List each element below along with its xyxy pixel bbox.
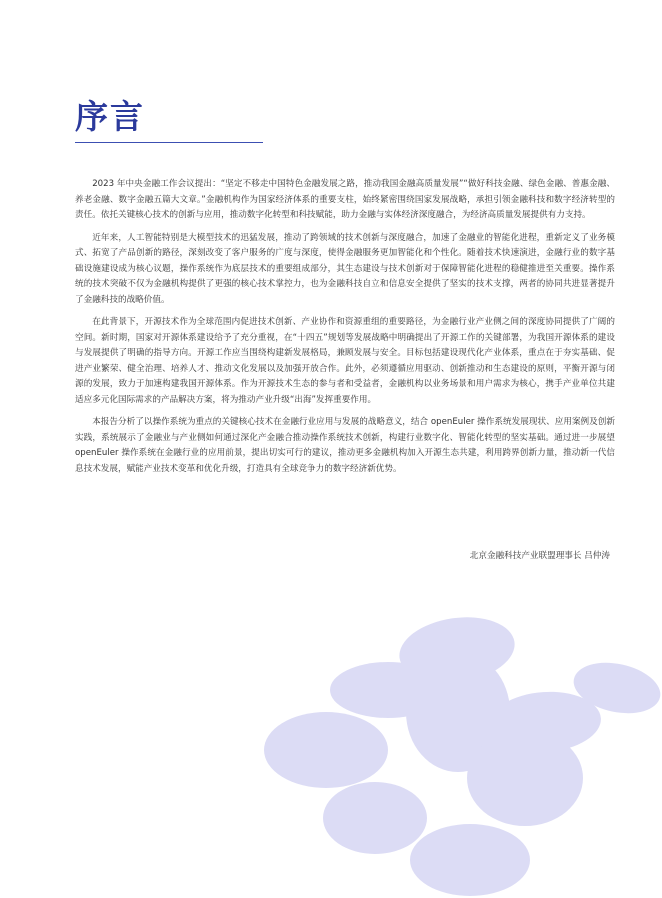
paragraph-3: 在此背景下，开源技术作为全球范围内促进技术创新、产业协作和资源重组的重要路径，为金融行业产业侧之间的深度协同提供了广阔的空间。新时期，国家对开源体系建设给予了充分重视，在“十四五”规划等发展战略中明确提出了开源工作的关键部署，为我国开源体系的建设与发展提供了明确的指导方向。开源工作应当围绕构建新发展格局，兼顾发展与安全。目标包括建设现代化产业体系，重点在于夯实基础、促进产业繁荣、健全治理、培养人才、推动文化发展以及加强开放合作。此外，必须遵循应用驱动、创新推动和生态建设的原则，平衡开源与闭源的发展，致力于加速构建我国开源体系。作为开源技术生态的参与者和受益者，金融机构以业务场景和用户需求为核心，携手产业单位共建适应多元化国际需求的产品解决方案，将为推动产业升级“出海”发挥重要作用。 bbox=[75, 317, 615, 405]
signature: 北京金融科技产业联盟理事长 吕仲涛 bbox=[469, 551, 610, 561]
paragraph-1: 2023 年中央金融工作会议提出：“坚定不移走中国特色金融发展之路，推动我国金融高质量发展”“做好科技金融、绿色金融、普惠金融、养老金融、数字金融五篇大文章。”金融机构作为国家经济体系的重要支柱，始终紧密围绕国家发展战略，承担引领金融科技和数字经济转型的责任。依托关键核心技术的创新与应用，推动数字化转型和科技赋能，助力金融与实体经济深度融合，为经济高质量发展提供有力支持。 bbox=[75, 179, 615, 220]
paragraph-4: 本报告分析了以操作系统为重点的关键核心技术在金融行业应用与发展的战略意义，结合 openEuler 操作系统发展现状、应用案例及创新实践，系统展示了金融业与产业侧如何通过深化产金融合推动操作系统技术创新，构建行业数字化、智能化转型的坚实基础。通过进一步展望 openEuler 操作系统在金融行业的应用前景，提出切实可行的建议，推动更多金融机构加入开源生态共建，利用跨界创新力量，推动新一代信息技术发展，赋能产业技术变革和优化升级，打造具有全球竞争力的数字经济新优势。 bbox=[75, 417, 615, 474]
preface-body bbox=[75, 177, 615, 484]
title-underline bbox=[75, 142, 263, 143]
paragraph-2: 近年来，人工智能特别是大模型技术的迅猛发展，推动了跨领域的技术创新与深度融合，加速了金融业的智能化进程，重新定义了业务模式、拓宽了产品创新的路径，深刻改变了客户服务的广度与深度，使得金融服务更加智能化和个性化。随着技术快速演进，金融行业的数字基础设施建设成为核心议题，操作系统作为底层技术的重要组成部分，其生态建设与技术创新对于保障智能化进程的稳健推进至关重要。操作系统的技术突破不仅为金融机构提供了更强的核心技术掌控力，也为金融科技自立和信息安全提供了坚实的技术支撑，两者的协同共进显著提升了金融科技的战略价值。 bbox=[75, 232, 615, 305]
page-title: 序言 bbox=[75, 97, 145, 136]
